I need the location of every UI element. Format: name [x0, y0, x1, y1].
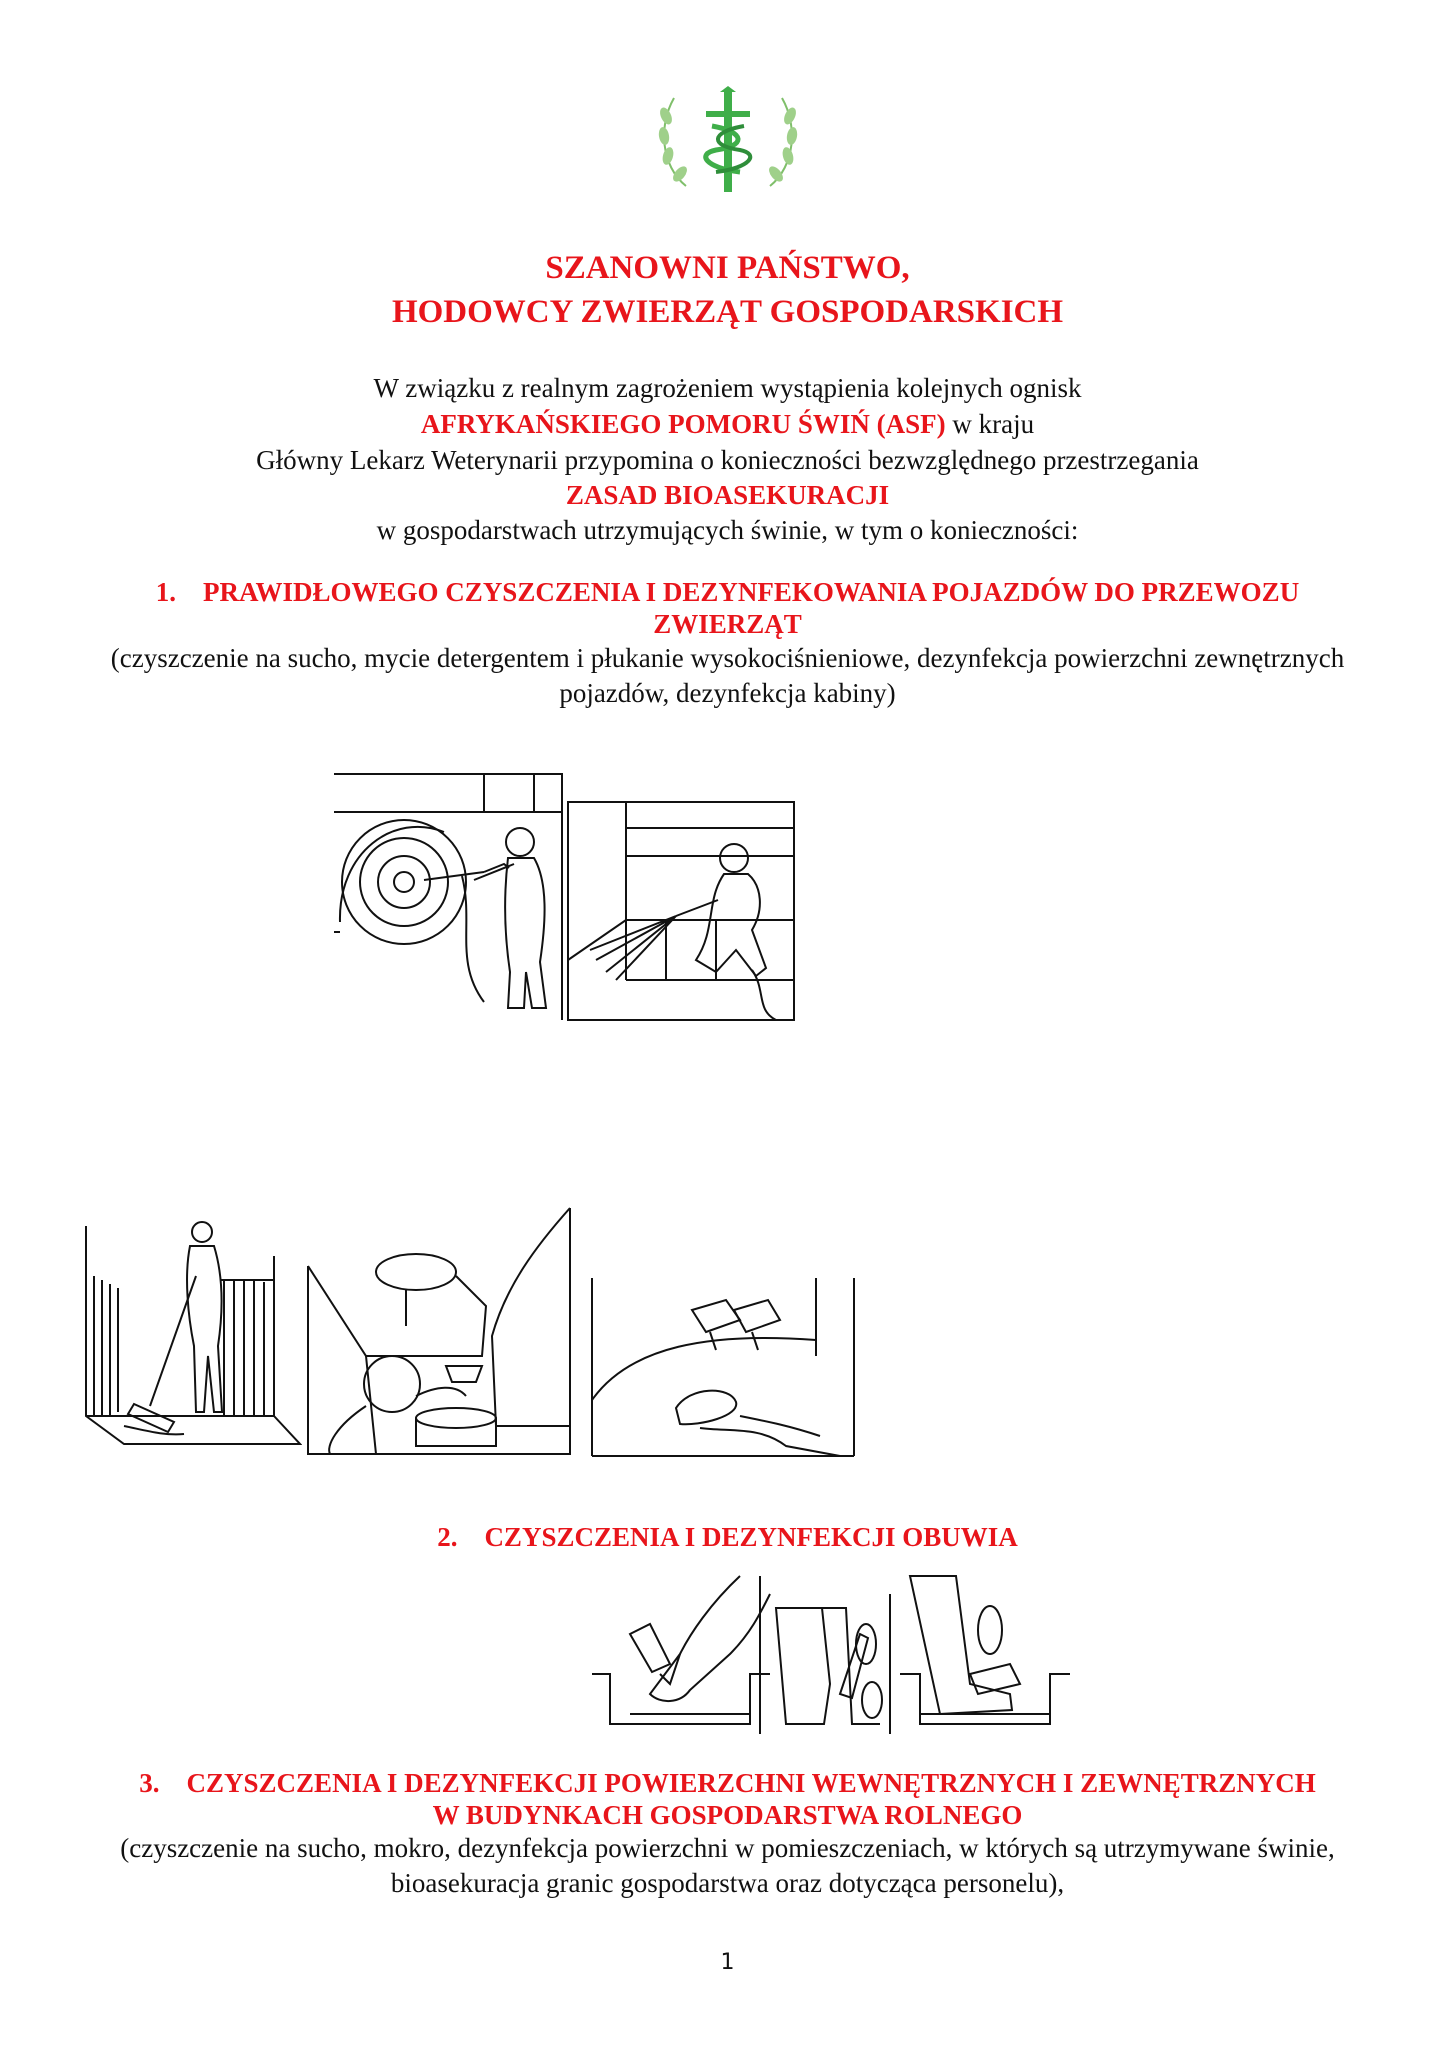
pedal-wiping-illustration [590, 1276, 856, 1458]
title-line-1: SZANOWNI PAŃSTWO, [545, 250, 910, 286]
title-line-2: HODOWCY ZWIERZĄT GOSPODARSKICH [391, 294, 1064, 330]
section-2-heading [0, 1521, 1455, 1554]
section-1-number: 1. [155, 577, 177, 607]
intro-line-3: Główny Lekarz Weterynarii przypomina o konieczności bezwzględnego przestrzegania [256, 445, 1199, 475]
boot-cleaning-illustration [590, 1574, 1080, 1734]
biosecurity-highlight: ZASAD BIOASEKURACJI [565, 480, 890, 510]
section-1-description-line-2: pojazdów, dezynfekcja kabiny) [559, 678, 896, 708]
section-3-heading [0, 1767, 1455, 1800]
section-3-description-line-2: bioasekuracja granic gospodarstwa oraz dotycząca personelu), [390, 1868, 1065, 1898]
section-3-number: 3. [139, 1768, 160, 1798]
section-1-heading-line-2: ZWIERZĄT [653, 609, 802, 639]
intro-line-2 [0, 406, 1455, 442]
vehicle-interior-spraying-illustration [566, 800, 796, 1022]
section-2-number: 2. [437, 1522, 458, 1552]
cabin-cleaning-illustration [306, 1206, 572, 1456]
section-1-description-line-1: (czyszczenie na sucho, mycie detergentem i płukanie wysokociśnieniowe, dezynfekcja powierzchni zewnętrznych [110, 643, 1345, 673]
section-1-heading [0, 576, 1455, 609]
section-2-heading-text: CZYSZCZENIA I DEZYNFEKCJI OBUWIA [484, 1522, 1018, 1552]
section-1-heading-text: PRAWIDŁOWEGO CZYSZCZENIA I DEZYNFEKOWANIA POJAZDÓW DO PRZEWOZU [203, 577, 1300, 607]
wheel-washing-illustration [334, 772, 564, 1022]
intro-line-2-rest: w kraju [945, 409, 1035, 439]
intro-line-1: W związku z realnym zagrożeniem wystąpienia kolejnych ognisk [373, 373, 1082, 403]
section-3-description-line-1: (czyszczenie na sucho, mokro, dezynfekcja powierzchni w pomieszczeniach, w których są utrzymywane świnie, [120, 1833, 1335, 1863]
page-number: 1 [720, 1950, 735, 1975]
asf-highlight: AFRYKAŃSKIEGO POMORU ŚWIŃ (ASF) [420, 409, 946, 439]
veterinary-emblem-logo [656, 86, 800, 198]
section-3-heading-line-2: W BUDYNKACH GOSPODARSTWA ROLNEGO [432, 1800, 1023, 1830]
section-3-heading-text: CZYSZCZENIA I DEZYNFEKCJI POWIERZCHNI WEWNĘTRZNYCH I ZEWNĘTRZNYCH [186, 1768, 1316, 1798]
intro-line-5: w gospodarstwach utrzymujących świnie, w tym o konieczności: [376, 515, 1079, 545]
pen-sweeping-illustration [84, 1216, 302, 1446]
